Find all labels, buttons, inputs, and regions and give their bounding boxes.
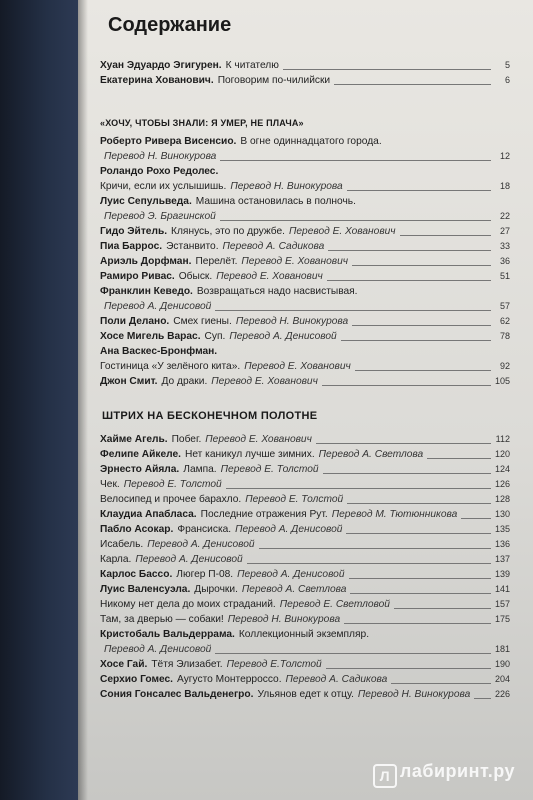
toc-entry <box>100 284 510 299</box>
toc-translator: Перевод Е. Хованович <box>241 256 349 267</box>
toc-author: Фелипе Айкеле. <box>100 449 181 460</box>
toc-page-number: 126 <box>494 479 510 489</box>
toc-leader-line <box>323 472 491 474</box>
toc-entry <box>100 537 510 552</box>
toc-leader-line <box>349 577 492 579</box>
toc-author: Хайме Агель. <box>100 434 168 445</box>
toc-title: Кричи, если их услышишь. <box>100 181 227 192</box>
toc-page-number: 22 <box>499 211 510 221</box>
watermark-logo-icon: Л <box>373 764 397 788</box>
toc-author: Джон Смит. <box>100 376 158 387</box>
toc-entry <box>100 73 510 88</box>
toc-title: Велосипед и прочее барахло. <box>100 494 242 505</box>
toc-leader-line <box>355 369 491 371</box>
toc-page-number: 92 <box>499 361 510 371</box>
toc-page-number: 141 <box>494 584 510 594</box>
toc-page-number: 124 <box>494 464 510 474</box>
toc-translator: Перевод Н. Винокурова <box>104 151 217 162</box>
toc-leader-line <box>347 502 491 504</box>
toc-entry <box>100 134 510 149</box>
book-spine-background <box>0 0 78 800</box>
toc-translator: Перевод Н. Винокурова <box>230 181 343 192</box>
toc-leader-line <box>461 517 491 519</box>
toc-translator: Перевод Е. Хованович <box>289 226 396 237</box>
toc-page-number: 5 <box>504 60 510 70</box>
toc-entry <box>100 522 510 537</box>
toc-leader-line <box>346 532 491 534</box>
toc-page-number: 137 <box>494 554 510 564</box>
toc-title: Клянусь, это по дружбе. <box>171 226 285 237</box>
toc-leader-line <box>391 682 491 684</box>
section-heading-1: «ХОЧУ, ЧТОБЫ ЗНАЛИ: Я УМЕР, НЕ ПЛАЧА» <box>100 118 304 128</box>
toc-translator: Перевод Е. Толстой <box>245 494 344 505</box>
toc-leader-line <box>334 83 491 85</box>
toc-title: Машина остановилась в полночь. <box>195 196 356 207</box>
toc-entry <box>100 359 510 374</box>
toc-translator: Перевод Н. Винокурова <box>235 316 349 327</box>
toc-entry <box>100 447 510 462</box>
toc-title: Коллекционный экземпляр. <box>238 629 370 640</box>
toc-leader-line <box>326 667 491 669</box>
toc-title: Ульянов едет к отцу. <box>257 689 354 700</box>
toc-entry <box>100 597 510 612</box>
toc-page-number: 157 <box>494 599 510 609</box>
toc-translator: Перевод Е. Хованович <box>211 376 318 387</box>
toc-entry <box>100 254 510 269</box>
toc-entry <box>100 642 510 657</box>
toc-page-number: 27 <box>499 226 510 236</box>
toc-title: Исабель. <box>100 539 144 550</box>
toc-group-intro <box>100 58 510 88</box>
toc-entry <box>100 224 510 239</box>
toc-page-number: 57 <box>499 301 510 311</box>
toc-author: Гидо Эйтель. <box>100 226 168 237</box>
toc-entry <box>100 329 510 344</box>
toc-translator: Перевод А. Светлова <box>318 449 424 460</box>
toc-page-number: 175 <box>494 614 510 624</box>
toc-entry <box>100 627 510 642</box>
toc-title: Суп. <box>204 331 226 342</box>
toc-title: Лампа. <box>183 464 217 475</box>
toc-entry <box>100 582 510 597</box>
toc-title: К читателю <box>225 60 279 71</box>
toc-page-number: 78 <box>499 331 510 341</box>
toc-page-number: 36 <box>499 256 510 266</box>
toc-title: Перелёт. <box>195 256 238 267</box>
toc-translator: Перевод Н. Винокурова <box>227 614 341 625</box>
toc-page-number: 181 <box>494 644 510 654</box>
toc-group-section-1 <box>100 134 510 389</box>
toc-leader-line <box>322 384 491 386</box>
toc-title: Чек. <box>100 479 120 490</box>
toc-translator: Перевод Э. Брагинской <box>104 211 216 222</box>
watermark-text: лабиринт.ру <box>399 761 515 781</box>
toc-entry <box>100 344 510 359</box>
toc-translator: Перевод Е. Толстой <box>123 479 222 490</box>
toc-page-number: 226 <box>494 689 510 699</box>
toc-page-number: 120 <box>494 449 510 459</box>
toc-leader-line <box>328 249 491 251</box>
toc-translator: Перевод А. Денисовой <box>235 524 343 535</box>
toc-title: Франсиска. <box>177 524 232 535</box>
toc-author: Сония Гонсалес Вальденегро. <box>100 689 254 700</box>
toc-leader-line <box>347 189 491 191</box>
toc-title: Там, за дверью — собаки! <box>100 614 224 625</box>
toc-title: Гостиница «У зелёного кита». <box>100 361 241 372</box>
toc-translator: Перевод А. Денисовой <box>147 539 255 550</box>
toc-entry <box>100 58 510 73</box>
toc-author: Ариэль Дорфман. <box>100 256 192 267</box>
toc-page-number: 190 <box>494 659 510 669</box>
toc-entry <box>100 239 510 254</box>
toc-title: Нет каникул лучше зимних. <box>184 449 315 460</box>
toc-entry <box>100 672 510 687</box>
toc-leader-line <box>215 652 491 654</box>
toc-leader-line <box>352 324 491 326</box>
toc-page-number: 204 <box>494 674 510 684</box>
toc-entry <box>100 612 510 627</box>
toc-translator: Перевод Н. Винокурова <box>357 689 471 700</box>
toc-translator: Перевод Е.Толстой <box>226 659 322 670</box>
toc-translator: Перевод А. Денисовой <box>229 331 337 342</box>
toc-entry <box>100 269 510 284</box>
toc-entry <box>100 179 510 194</box>
toc-page-number: 136 <box>494 539 510 549</box>
toc-entry <box>100 314 510 329</box>
toc-translator: Перевод А. Садикова <box>222 241 325 252</box>
toc-translator: Перевод Е. Светловой <box>279 599 390 610</box>
toc-page-number: 6 <box>504 75 510 85</box>
toc-author: Роландо Рохо Редолес. <box>100 166 219 177</box>
toc-title: В огне одиннадцатого города. <box>240 136 382 147</box>
toc-group-section-2 <box>100 432 510 702</box>
toc-author: Роберто Ривера Висенсио. <box>100 136 237 147</box>
toc-author: Пиа Баррос. <box>100 241 163 252</box>
toc-author: Хосе Гай. <box>100 659 148 670</box>
toc-leader-line <box>341 339 491 341</box>
toc-page-number: 135 <box>494 524 510 534</box>
toc-entry <box>100 492 510 507</box>
toc-title: Аугусто Монтерроссо. <box>177 674 282 685</box>
toc-entry <box>100 462 510 477</box>
toc-leader-line <box>226 487 491 489</box>
toc-author: Кристобаль Вальдеррама. <box>100 629 235 640</box>
toc-title: Никому нет дела до моих страданий. <box>100 599 276 610</box>
toc-author: Хуан Эдуардо Эгигурен. <box>100 60 222 71</box>
toc-translator: Перевод А. Денисовой <box>135 554 243 565</box>
book-page <box>78 0 533 800</box>
page-title: Содержание <box>108 14 232 36</box>
toc-author: Луис Валенсуэла. <box>100 584 191 595</box>
toc-title: До драки. <box>161 376 208 387</box>
toc-translator: Перевод М. Тютюнникова <box>331 509 458 520</box>
toc-author: Рамиро Ривас. <box>100 271 175 282</box>
toc-entry <box>100 374 510 389</box>
toc-entry <box>100 432 510 447</box>
toc-translator: Перевод Е. Хованович <box>216 271 323 282</box>
toc-leader-line <box>247 562 491 564</box>
toc-entry <box>100 477 510 492</box>
toc-entry <box>100 149 510 164</box>
toc-author: Серхио Гомес. <box>100 674 174 685</box>
toc-page-number: 62 <box>499 316 510 326</box>
toc-author: Поли Делано. <box>100 316 170 327</box>
toc-entry <box>100 209 510 224</box>
toc-page-number: 105 <box>494 376 510 386</box>
toc-leader-line <box>344 622 491 624</box>
toc-leader-line <box>327 279 491 281</box>
toc-translator: Перевод А. Денисовой <box>104 301 212 312</box>
toc-translator: Перевод Е. Хованович <box>205 434 312 445</box>
toc-leader-line <box>220 219 491 221</box>
toc-leader-line <box>394 607 491 609</box>
toc-translator: Перевод А. Денисовой <box>237 569 345 580</box>
toc-author: Екатерина Хованович. <box>100 75 214 86</box>
toc-leader-line <box>316 442 491 444</box>
toc-page-number: 12 <box>499 151 510 161</box>
toc-author: Эрнесто Айяла. <box>100 464 180 475</box>
toc-leader-line <box>352 264 491 266</box>
toc-title: Смех гиены. <box>173 316 232 327</box>
toc-entry <box>100 552 510 567</box>
toc-entry <box>100 194 510 209</box>
toc-entry <box>100 299 510 314</box>
toc-page-number: 139 <box>494 569 510 579</box>
toc-entry <box>100 687 510 702</box>
toc-leader-line <box>474 697 491 699</box>
toc-leader-line <box>427 457 491 459</box>
toc-author: Франклин Кеведо. <box>100 286 193 297</box>
page-gutter-shadow <box>78 0 88 800</box>
toc-page-number: 33 <box>499 241 510 251</box>
toc-translator: Перевод Е. Толстой <box>220 464 319 475</box>
section-heading-2: ШТРИХ НА БЕСКОНЕЧНОМ ПОЛОТНЕ <box>102 410 318 422</box>
toc-translator: Перевод Е. Хованович <box>244 361 351 372</box>
toc-leader-line <box>350 592 491 594</box>
toc-translator: Перевод А. Светлова <box>241 584 347 595</box>
toc-author: Пабло Асокар. <box>100 524 174 535</box>
toc-leader-line <box>215 309 491 311</box>
toc-title: Возвращаться надо насвистывая. <box>196 286 358 297</box>
toc-author: Ана Васкес-Бронфман. <box>100 346 218 357</box>
toc-page-number: 130 <box>494 509 510 519</box>
toc-entry <box>100 507 510 522</box>
toc-page-number: 128 <box>494 494 510 504</box>
toc-page-number: 18 <box>499 181 510 191</box>
toc-leader-line <box>259 547 491 549</box>
toc-leader-line <box>283 68 491 70</box>
toc-title: Обыск. <box>178 271 213 282</box>
toc-title: Последние отражения Рут. <box>200 509 328 520</box>
toc-entry <box>100 657 510 672</box>
toc-leader-line <box>220 159 491 161</box>
toc-translator: Перевод А. Денисовой <box>104 644 212 655</box>
toc-translator: Перевод А. Садикова <box>285 674 388 685</box>
toc-title: Эстанвито. <box>166 241 219 252</box>
toc-title: Поговорим по-чилийски <box>217 75 331 86</box>
toc-author: Луис Сепульведа. <box>100 196 192 207</box>
toc-title: Побег. <box>171 434 202 445</box>
toc-title: Люгер П-08. <box>176 569 234 580</box>
toc-title: Дырочки. <box>194 584 238 595</box>
toc-author: Клаудиа Апабласа. <box>100 509 197 520</box>
toc-title: Карла. <box>100 554 132 565</box>
toc-author: Хосе Мигель Варас. <box>100 331 201 342</box>
watermark <box>373 761 515 788</box>
toc-title: Тётя Элизабет. <box>151 659 223 670</box>
toc-entry <box>100 567 510 582</box>
toc-author: Карлос Бассо. <box>100 569 173 580</box>
toc-entry <box>100 164 510 179</box>
toc-page-number: 112 <box>495 434 510 444</box>
toc-leader-line <box>400 234 491 236</box>
toc-page-number: 51 <box>499 271 510 281</box>
